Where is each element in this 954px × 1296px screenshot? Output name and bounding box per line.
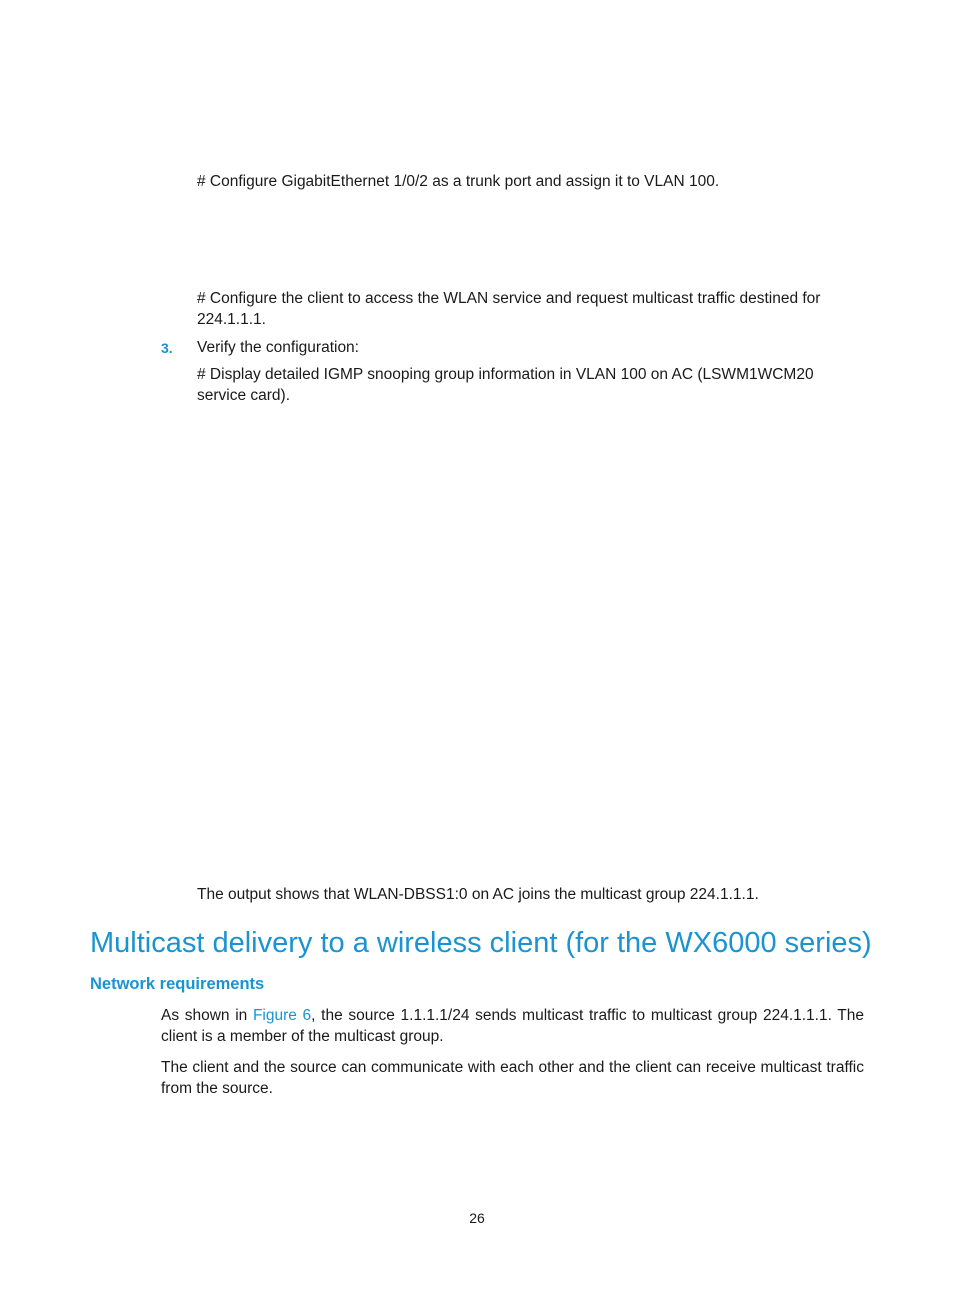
step-number: 3.	[161, 340, 173, 356]
step-verify-configuration: Verify the configuration:	[197, 339, 359, 356]
configure-client-instruction: # Configure the client to access the WLAN service and request multicast traffic destined for 224.1.1.1.	[197, 290, 821, 328]
para1-prefix: As shown in	[161, 1007, 253, 1024]
para1-suffix: , the source 1.1.1.1/24 sends multicast traffic to multicast group 224.1.1.1. The client is a member of the multicast group.	[161, 1007, 864, 1045]
output-description: The output shows that WLAN-DBSS1:0 on AC joins the multicast group 224.1.1.1.	[197, 886, 759, 903]
requirements-paragraph-1	[161, 1005, 864, 1047]
figure-6-link[interactable]: Figure 6	[252, 1007, 312, 1024]
requirements-paragraph-2: The client and the source can communicate with each other and the client can receive multicast traffic from the source.	[161, 1059, 864, 1097]
subsection-title: Network requirements	[90, 975, 265, 993]
display-igmp-instruction: # Display detailed IGMP snooping group information in VLAN 100 on AC (LSWM1WCM20 service card).	[197, 366, 814, 404]
page-number: 26	[469, 1210, 485, 1226]
configure-trunk-instruction: # Configure GigabitEthernet 1/0/2 as a trunk port and assign it to VLAN 100.	[197, 173, 720, 190]
section-title: Multicast delivery to a wireless client (for the WX6000 series)	[90, 927, 872, 959]
